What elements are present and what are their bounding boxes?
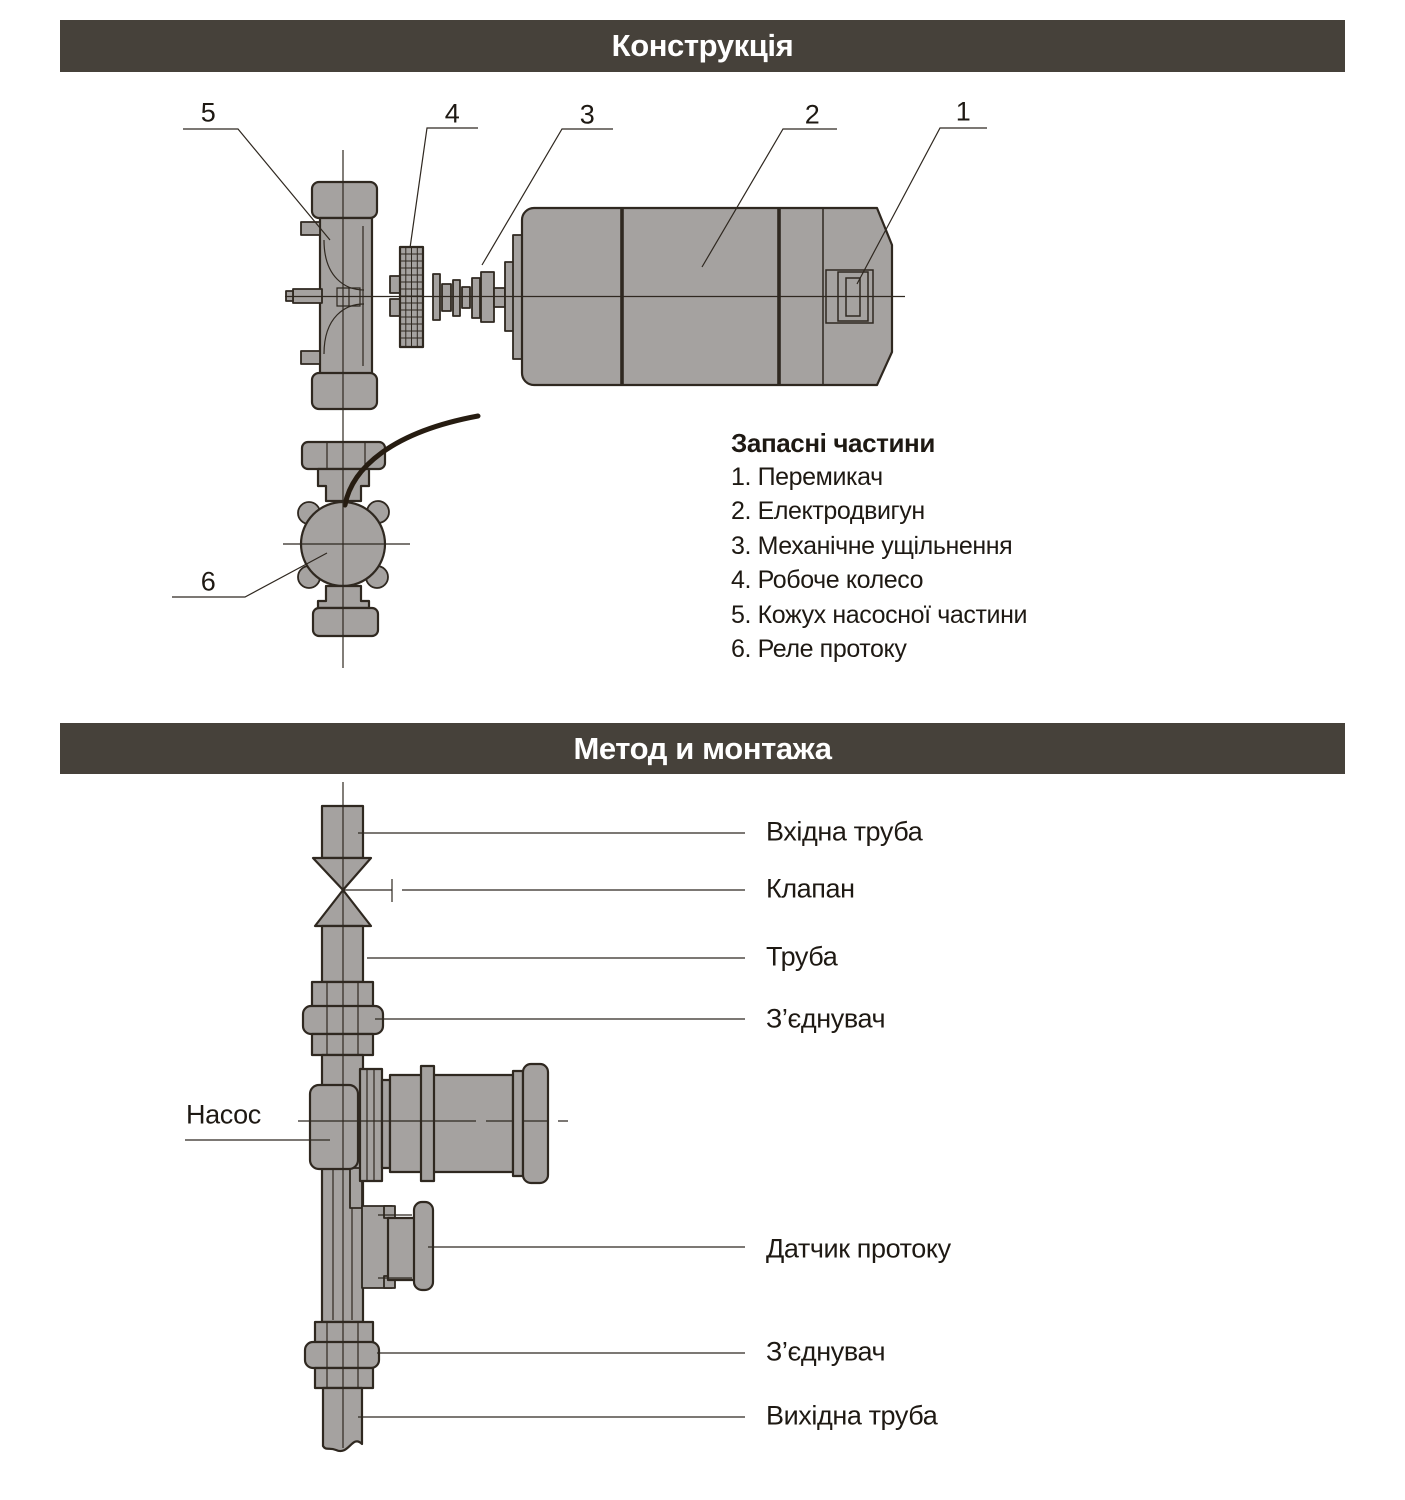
spare-part-item: 3. Механічне ущільнення xyxy=(731,531,1013,560)
spare-part-item: 6. Реле протоку xyxy=(731,635,907,664)
construction-title: Конструкція xyxy=(611,28,794,63)
spare-parts-list xyxy=(731,426,1027,666)
label-pipe: Труба xyxy=(766,941,838,972)
pump-head-housing xyxy=(286,182,377,409)
callout-number-4: 4 xyxy=(444,98,460,129)
flow-relay xyxy=(283,442,410,636)
label-inlet-pipe: Вхідна труба xyxy=(766,816,923,847)
installation-title: Метод и монтажа xyxy=(573,730,832,766)
valve-shape xyxy=(313,858,392,926)
flow-sensor-shape xyxy=(362,1202,433,1290)
callout-number-5: 5 xyxy=(200,97,216,128)
label-connector-bottom: З’єднувач xyxy=(766,1336,886,1367)
label-pump: Насос xyxy=(186,1099,261,1130)
spare-part-item: 2. Електродвигун xyxy=(731,497,925,526)
spare-part-item: 4. Робоче колесо xyxy=(731,566,924,595)
spare-part-item: 1. Перемикач xyxy=(731,463,883,491)
label-flow-sensor: Датчик протоку xyxy=(766,1233,951,1264)
installation-section-header xyxy=(60,723,1345,774)
label-connector-top: З’єднувач xyxy=(766,1003,886,1034)
installation-diagram-svg xyxy=(0,775,1405,1500)
callout-number-3: 3 xyxy=(579,99,595,130)
callout-number-6: 6 xyxy=(200,566,216,597)
callout-number-1: 1 xyxy=(955,96,971,127)
callout-number-2: 2 xyxy=(804,99,820,130)
connector-bottom-shape xyxy=(305,1322,379,1388)
label-valve: Клапан xyxy=(766,873,855,904)
spare-parts-title: Запасні частини xyxy=(731,428,935,458)
label-outlet-pipe: Вихідна труба xyxy=(766,1400,938,1431)
spare-part-item: 5. Кожух насосної частини xyxy=(731,600,1028,629)
